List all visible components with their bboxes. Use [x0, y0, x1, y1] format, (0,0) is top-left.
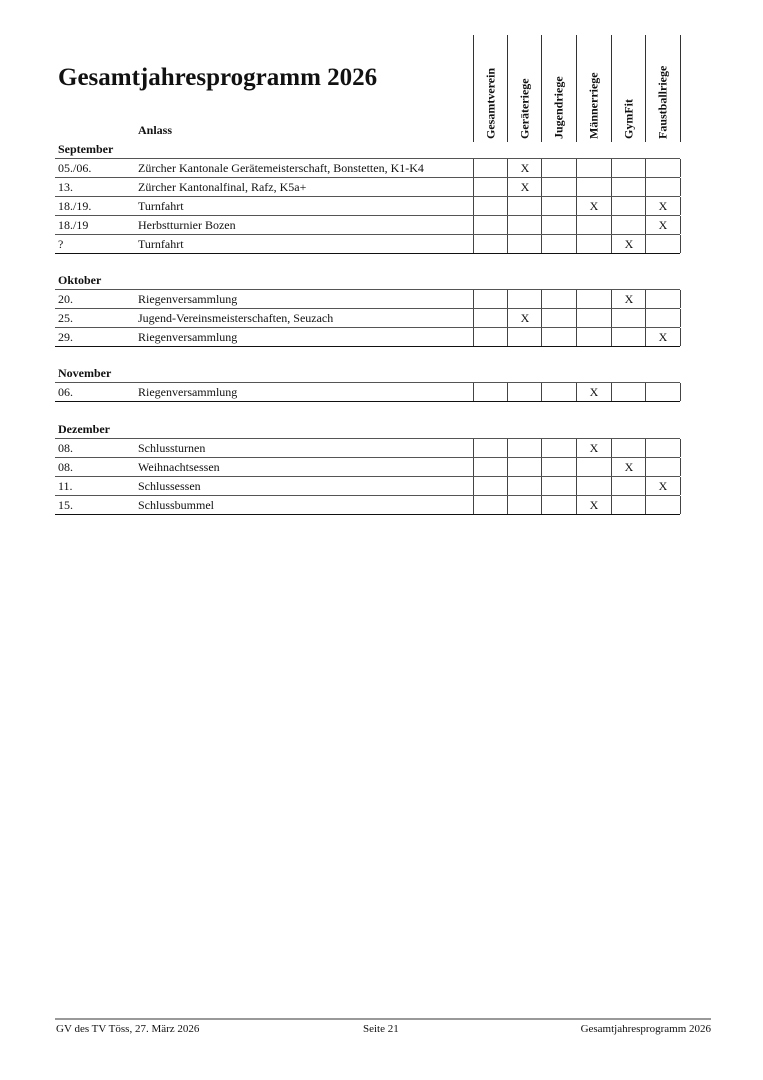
participation-cell [541, 439, 576, 457]
participation-cell [576, 197, 611, 215]
participation-mark: X [658, 479, 668, 493]
page-title: Gesamtjahresprogramm 2026 [58, 64, 378, 91]
participation-cell [645, 197, 681, 215]
month-table [55, 158, 680, 254]
participation-cell [611, 477, 646, 495]
month-heading: Dezember [58, 422, 110, 436]
participation-cell [507, 290, 542, 308]
event-name: Jugend-Vereinsmeisterschaften, Seuzach [138, 311, 334, 325]
event-date: 25. [58, 311, 73, 325]
participation-cell [576, 383, 611, 401]
column-header [645, 35, 681, 142]
participation-cell [541, 178, 576, 196]
event-name: Riegenversammlung [138, 385, 238, 399]
participation-mark: X [624, 237, 634, 251]
participation-cell [473, 290, 508, 308]
month-table [55, 382, 680, 402]
participation-cell [541, 197, 576, 215]
column-header-label: GymFit [621, 99, 636, 139]
event-name: Weihnachtsessen [138, 460, 220, 474]
participation-mark: X [589, 441, 599, 455]
event-name: Riegenversammlung [138, 292, 238, 306]
participation-cell [645, 328, 681, 346]
participation-cell [576, 328, 611, 346]
participation-cell [473, 458, 508, 476]
event-date: ? [58, 237, 64, 251]
participation-cell [507, 197, 542, 215]
participation-mark: X [658, 330, 668, 344]
participation-cell [645, 178, 681, 196]
table-row [55, 496, 680, 515]
participation-cell [507, 309, 542, 327]
participation-cell [473, 328, 508, 346]
table-row [55, 178, 680, 197]
participation-cell [645, 159, 681, 177]
table-row [55, 197, 680, 216]
event-name: Schlussessen [138, 479, 201, 493]
participation-cell [473, 309, 508, 327]
table-row [55, 158, 680, 178]
participation-cell [576, 290, 611, 308]
participation-cell [507, 496, 542, 514]
month-heading: Oktober [58, 273, 102, 287]
participation-cell [611, 235, 646, 253]
participation-cell [541, 309, 576, 327]
participation-cell [576, 216, 611, 234]
participation-cell [541, 216, 576, 234]
footer-page-number: Seite 21 [363, 1023, 399, 1035]
participation-cell [541, 328, 576, 346]
participation-mark: X [520, 161, 530, 175]
month-heading: September [58, 142, 114, 156]
participation-cell [611, 328, 646, 346]
participation-cell [473, 496, 508, 514]
participation-mark: X [520, 180, 530, 194]
participation-cell [507, 477, 542, 495]
table-row [55, 458, 680, 477]
participation-cell [611, 496, 646, 514]
table-row [55, 289, 680, 309]
event-date: 15. [58, 498, 73, 512]
column-header-label: Männerriege [586, 72, 601, 139]
participation-mark: X [589, 385, 599, 399]
participation-mark: X [589, 498, 599, 512]
participation-cell [541, 496, 576, 514]
participation-mark: X [658, 218, 668, 232]
participation-cell [473, 216, 508, 234]
participation-cell [541, 235, 576, 253]
participation-cell [576, 159, 611, 177]
participation-cell [611, 197, 646, 215]
event-name: Turnfahrt [138, 237, 184, 251]
participation-cell [507, 159, 542, 177]
table-row [55, 309, 680, 328]
participation-cell [611, 216, 646, 234]
participation-cell [645, 290, 681, 308]
participation-cell [507, 439, 542, 457]
participation-cell [473, 235, 508, 253]
table-row [55, 328, 680, 347]
table-row [55, 235, 680, 254]
column-header-label: Gesamtverein [483, 67, 498, 139]
participation-cell [473, 159, 508, 177]
participation-cell [645, 458, 681, 476]
participation-cell [576, 496, 611, 514]
event-date: 06. [58, 385, 73, 399]
event-name: Riegenversammlung [138, 330, 238, 344]
column-header-label: Faustballriege [655, 65, 670, 139]
participation-cell [473, 178, 508, 196]
event-name: Schlussbummel [138, 498, 215, 512]
event-name: Zürcher Kantonale Gerätemeisterschaft, Bonstetten, K1-K4 [138, 161, 424, 175]
column-header [576, 35, 611, 142]
footer-right: Gesamtjahresprogramm 2026 [580, 1023, 711, 1035]
participation-cell [576, 178, 611, 196]
participation-mark: X [624, 460, 634, 474]
participation-cell [576, 309, 611, 327]
participation-mark: X [520, 311, 530, 325]
event-name: Schlussturnen [138, 441, 206, 455]
month-heading: November [58, 366, 112, 380]
table-row [55, 382, 680, 402]
participation-cell [473, 477, 508, 495]
participation-cell [507, 383, 542, 401]
participation-cell [611, 159, 646, 177]
table-row [55, 477, 680, 496]
column-header-label: Geräteriege [517, 78, 532, 139]
column-header [473, 35, 508, 142]
event-date: 13. [58, 180, 73, 194]
month-table [55, 289, 680, 347]
participation-cell [576, 235, 611, 253]
participation-cell [611, 439, 646, 457]
column-header-label: Jugendriege [551, 76, 566, 139]
participation-cell [576, 458, 611, 476]
participation-cell [473, 197, 508, 215]
participation-cell [645, 439, 681, 457]
table-row [55, 216, 680, 235]
participation-cell [645, 216, 681, 234]
participation-cell [507, 178, 542, 196]
event-name: Zürcher Kantonalfinal, Rafz, K5a+ [138, 180, 307, 194]
participation-cell [645, 235, 681, 253]
participation-cell [611, 309, 646, 327]
event-date: 18./19. [58, 199, 92, 213]
anlass-column-header: Anlass [138, 123, 173, 137]
event-name: Herbstturnier Bozen [138, 218, 236, 232]
footer-divider [55, 1018, 711, 1020]
participation-cell [645, 309, 681, 327]
participation-cell [541, 290, 576, 308]
participation-cell [473, 383, 508, 401]
participation-cell [473, 439, 508, 457]
participation-mark: X [589, 199, 599, 213]
participation-cell [507, 235, 542, 253]
column-header [541, 35, 576, 142]
participation-cell [507, 216, 542, 234]
event-date: 05./06. [58, 161, 92, 175]
participation-cell [611, 178, 646, 196]
table-row [55, 438, 680, 458]
column-header [507, 35, 542, 142]
participation-cell [645, 477, 681, 495]
participation-mark: X [624, 292, 634, 306]
participation-cell [611, 383, 646, 401]
participation-cell [541, 458, 576, 476]
participation-mark: X [658, 199, 668, 213]
event-date: 29. [58, 330, 73, 344]
event-name: Turnfahrt [138, 199, 184, 213]
participation-cell [611, 290, 646, 308]
month-table [55, 438, 680, 515]
event-date: 18./19 [58, 218, 89, 232]
event-date: 20. [58, 292, 73, 306]
participation-cell [611, 458, 646, 476]
participation-cell [645, 383, 681, 401]
event-date: 11. [58, 479, 73, 493]
footer-left: GV des TV Töss, 27. März 2026 [56, 1023, 200, 1035]
participation-cell [541, 477, 576, 495]
column-header [611, 35, 646, 142]
participation-cell [645, 496, 681, 514]
event-date: 08. [58, 441, 73, 455]
participation-cell [576, 477, 611, 495]
participation-cell [541, 383, 576, 401]
participation-cell [576, 439, 611, 457]
event-date: 08. [58, 460, 73, 474]
participation-cell [507, 328, 542, 346]
participation-cell [541, 159, 576, 177]
participation-cell [507, 458, 542, 476]
